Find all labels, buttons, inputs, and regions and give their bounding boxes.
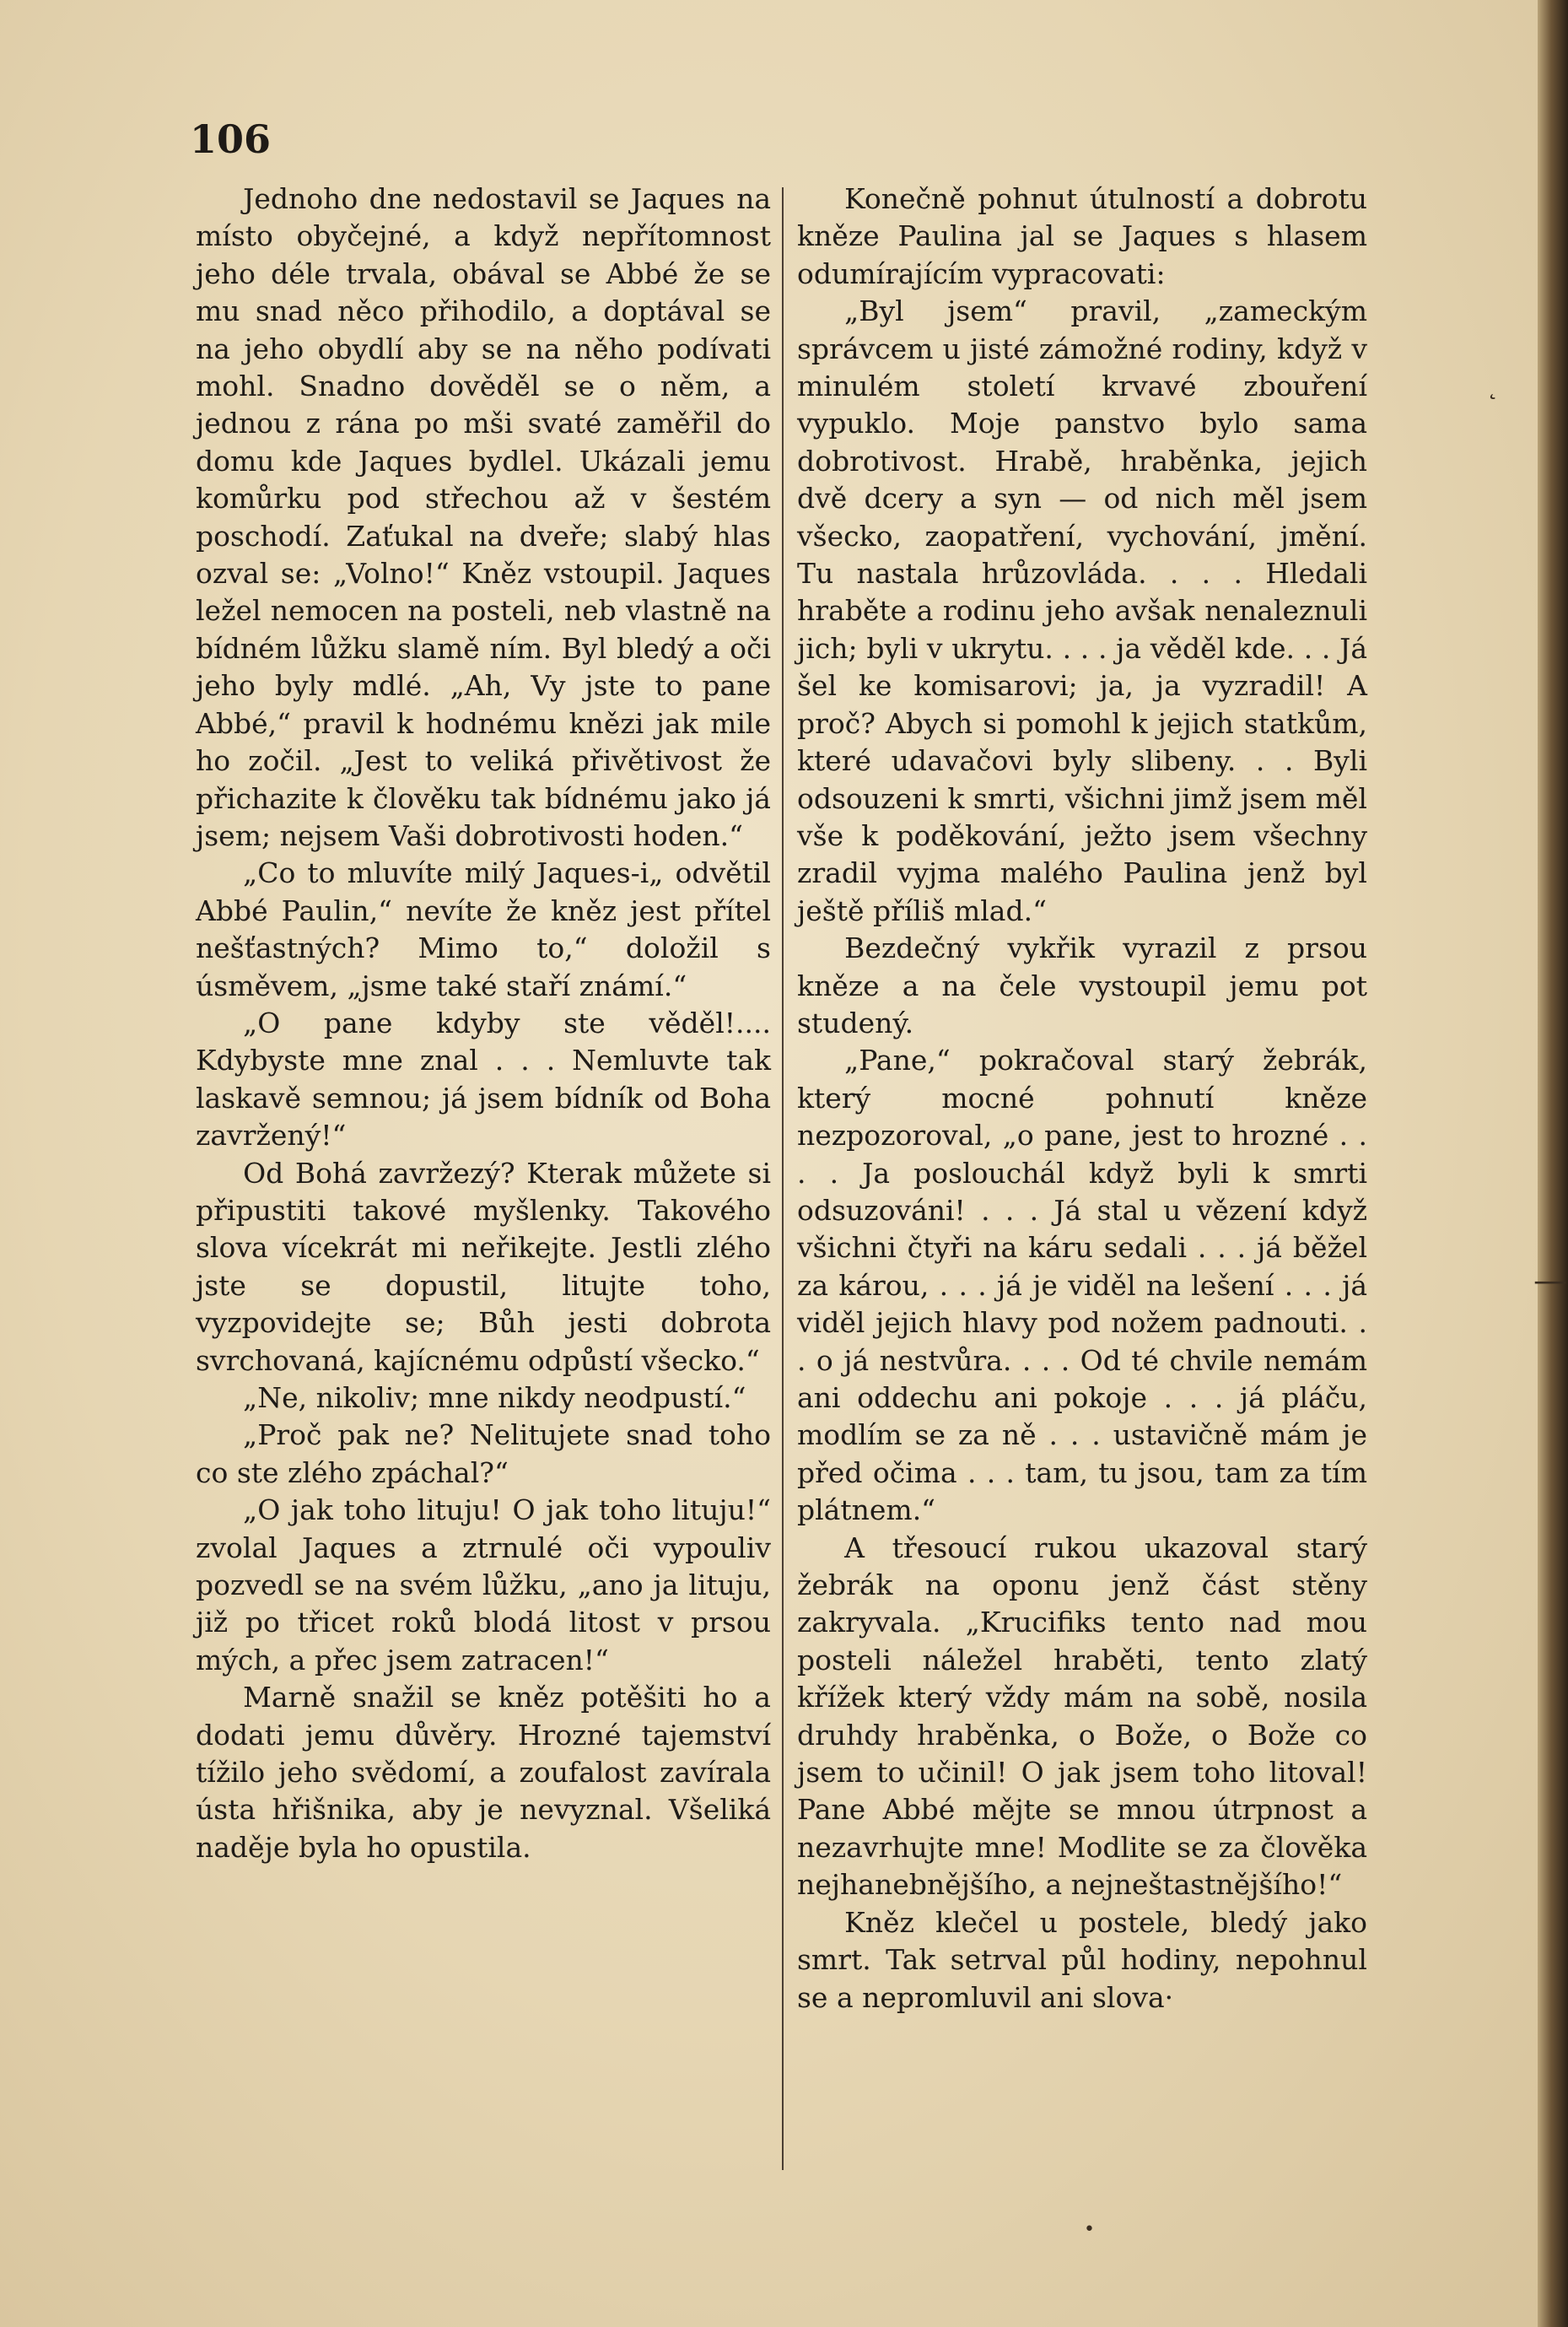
paragraph: „O jak toho lituju! O jak toho lituju!“ zvolal Jaques a ztrnulé oči vypouliv pozvedl se na svém lůžku, „ano ja lituju, již po třicet roků blodá litost v prsou mých, a přec jsem zatracen!“	[196, 1493, 771, 1676]
paragraph: Jednoho dne nedostavil se Jaques na místo obyčejné, a když nepřítomnost jeho déle trvala, obával se Abbé že se mu snad něco přihodilo, a doptával se na jeho obydlí aby se na něho podívati mohl. Snadno dověděl se o něm, a jednou z rána po mši svaté zaměřil do domu kde Jaques bydlel. Ukázali jemu komůrku pod střechou až v šestém poschodí. Zaťukal na dveře; slabý hlas ozval se: „Volno!“ Kněz vstoupil. Jaques ležel nemocen na posteli, neb vlastně na bídném lůžku slamě ním. Byl bledý a oči jeho byly mdlé. „Ah, Vy jste to pane Abbé,“ pravil k hodnému knězi jak mile ho zočil. „Jest to veliká přivětivost že přichazite k člověku tak bídnému jako já jsem; nejsem Vaši dobrotivosti hoden.“	[196, 182, 771, 852]
paragraph: „Ne, nikoliv; mne nikdy neodpustí.“	[243, 1381, 746, 1414]
paragraph: „Proč pak ne? Nelitujete snad toho co ste zlého zpáchal?“	[196, 1418, 771, 1489]
paragraph: Konečně pohnut útulností a dobrotu kněze Paulina jal se Jaques s hlasem odumírajícím vypracovati:	[797, 182, 1367, 290]
paragraph: Marně snažil se kněz potěšiti ho a dodati jemu důvěry. Hrozné tajemství tížilo jeho svědomí, a zoufalost zavírala ústa hřišnika, aby je nevyznal. Všeliká naděje byla ho opustila.	[196, 1681, 771, 1864]
paragraph: „Byl jsem“ pravil, „zameckým správcem u jisté zámožné rodiny, když v minulém století krvavé zbouření vypuklo. Moje panstvo bylo sama dobrotivost. Hrabě, hraběnka, jejich dvě dcery a syn — od nich měl jsem všecko, zaopatření, vychování, jmění. Tu nastala hrůzovláda. . . . Hledali hraběte a rodinu jeho avšak nenaleznuli jich; byli v ukrytu. . . . ja věděl kde. . . Já šel ke komisarovi; ja, ja vyzradil! A proč? Abych si pomohl k jejich statkům, které udavačovi byly slibeny. . . Byli odsouzeni k smrti, všichni jimž jsem měl vše k poděkování, ježto jsem všechny zradil vyjma malého Paulina jenž byl ještě příliš mlad.“	[797, 294, 1367, 927]
paragraph: Kněz klečel u postele, bledý jako smrt. Tak setrval půl hodiny, nepohnul se a nepromluvil ani slova·	[797, 1905, 1367, 2014]
ink-mark-icon: —	[1533, 1261, 1567, 1300]
column-divider	[782, 187, 784, 2170]
left-column	[196, 181, 771, 1866]
right-column	[797, 181, 1367, 2017]
paragraph: „Co to mluvíte milý Jaques-i„ odvětil Abbé Paulin,“ nevíte že kněz jest přítel nešťastných? Mimo to,“ doložil s úsměvem, „jsme také staří známí.“	[196, 856, 771, 1002]
paragraph: A třesoucí rukou ukazoval starý žebrák na oponu jenž část stěny zakryvala. „Krucifiks tento nad mou posteli náležel hraběti, tento zlatý křížek který vždy mám na sobě, nosila druhdy hraběnka, o Bože, o Bože co jsem to učinil! O jak jsem toho litoval! Pane Abbé mějte se mnou útrpnost a nezavrhujte mne! Modlite se za člověka nejhanebnějšího, a nejneštastnějšího!“	[797, 1531, 1367, 1902]
paragraph: „O pane kdyby ste věděl!.... Kdybyste mne znal . . . Nemluvte tak laskavě semnou; já jsem bídník od Boha zavržený!“	[196, 1006, 771, 1153]
paragraph: „Pane,“ pokračoval starý žebrák, který mocné pohnutí kněze nezpozoroval, „o pane, jest to hrozné . . . . Ja poslouchál když byli k smrti odsuzováni! . . . Já stal u vězení když všichni čtyři na káru sedali . . . já běžel za károu, . . . já je viděl na lešení . . . já viděl jejich hlavy pod nožem padnouti. . . o já nestvůra. . . . Od té chvile nemám ani oddechu ani pokoje . . . já pláču, modlím se za ně . . . ustavičně mám je před očima . . . tam, tu jsou, tam za tím plátnem.“	[797, 1044, 1367, 1527]
page-number: 106	[190, 116, 272, 162]
paragraph: Od Bohá zavržezý? Kterak můžete si připustiti takové myšlenky. Takového slova vícekrát mi neřikejte. Jestli zlého jste se dopustil, litujte toho, vyzpovidejte se; Bůh jesti dobrota svrchovaná, kajícnému odpůstí všecko.“	[196, 1156, 771, 1377]
paragraph: Bezdečný vykřik vyrazil z prsou kněze a na čele vystoupil jemu pot studený.	[797, 931, 1367, 1039]
ink-dot-icon: •	[1084, 2219, 1095, 2240]
ink-speck-icon: ˛	[1486, 371, 1499, 401]
binding-edge	[1538, 0, 1568, 2327]
